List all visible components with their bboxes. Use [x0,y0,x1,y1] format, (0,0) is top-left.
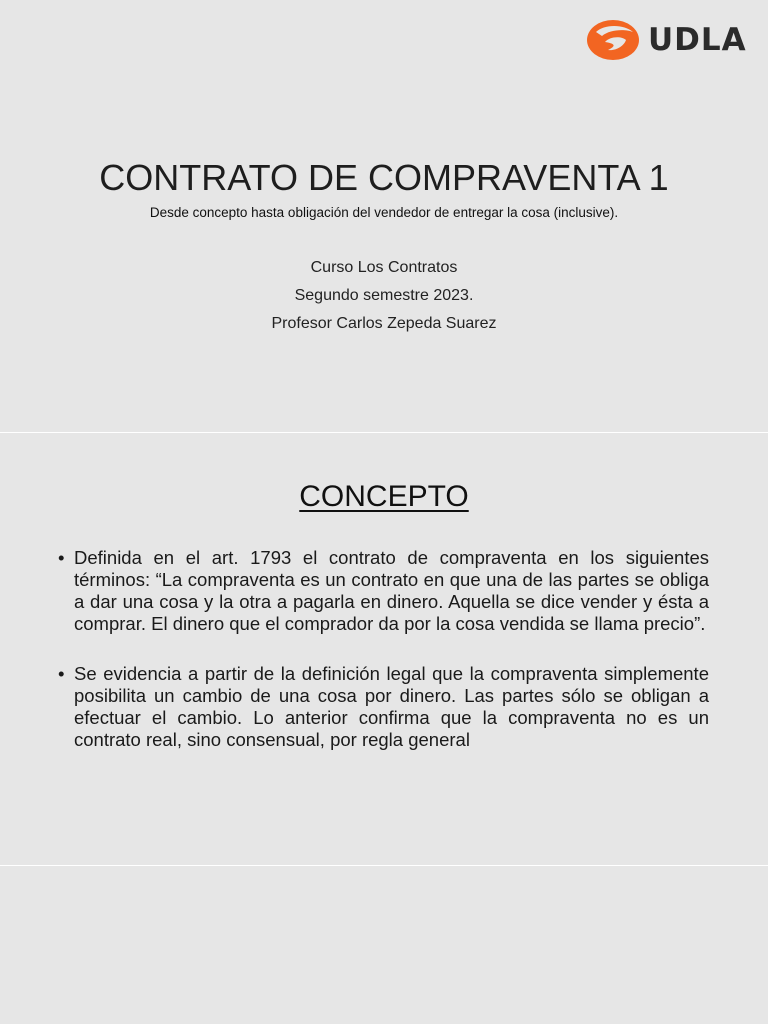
course-semester: Segundo semestre 2023. [294,287,474,304]
slide-concepto [0,433,768,865]
bullet-list [58,547,709,751]
bullet-item [58,547,709,635]
bullet-point-icon: • [58,663,65,684]
slide-title [0,0,768,432]
course-professor: Profesor Carlos Zepeda Suarez [271,315,497,332]
presentation-subtitle: Desde concepto hasta obligación del vendedor de entregar la cosa (inclusive). [149,205,619,220]
course-info [0,254,768,338]
bullet-item [58,663,709,751]
udla-swirl-icon [586,18,642,62]
bullet-point-icon: • [58,547,65,568]
udla-wordmark: UDLA [648,22,747,58]
bullet-text: Definida en el art. 1793 el contrato de compraventa en los siguientes términos: “La compraventa es un contrato en que una de las partes se obliga a dar una cosa y la otra a pagarla en dinero. Aquella se dice vender y ésta a comprar. El dinero que el comprador da por la cosa vendida se llama precio”. [74,547,709,634]
bullet-text: Se evidencia a partir de la definición legal que la compraventa simplemente posibilita un cambio de una cosa por dinero. Las partes sólo se obligan a efectuar el cambio. Lo anterior confirma que la compraventa no es un contrato real, sino consensual, por regla general [74,663,709,750]
udla-logo [586,18,747,62]
slide-heading: CONCEPTO [299,480,469,513]
slide-next [0,866,768,1024]
course-name: Curso Los Contratos [310,259,458,276]
presentation-title: CONTRATO DE COMPRAVENTA 1 [99,157,669,198]
